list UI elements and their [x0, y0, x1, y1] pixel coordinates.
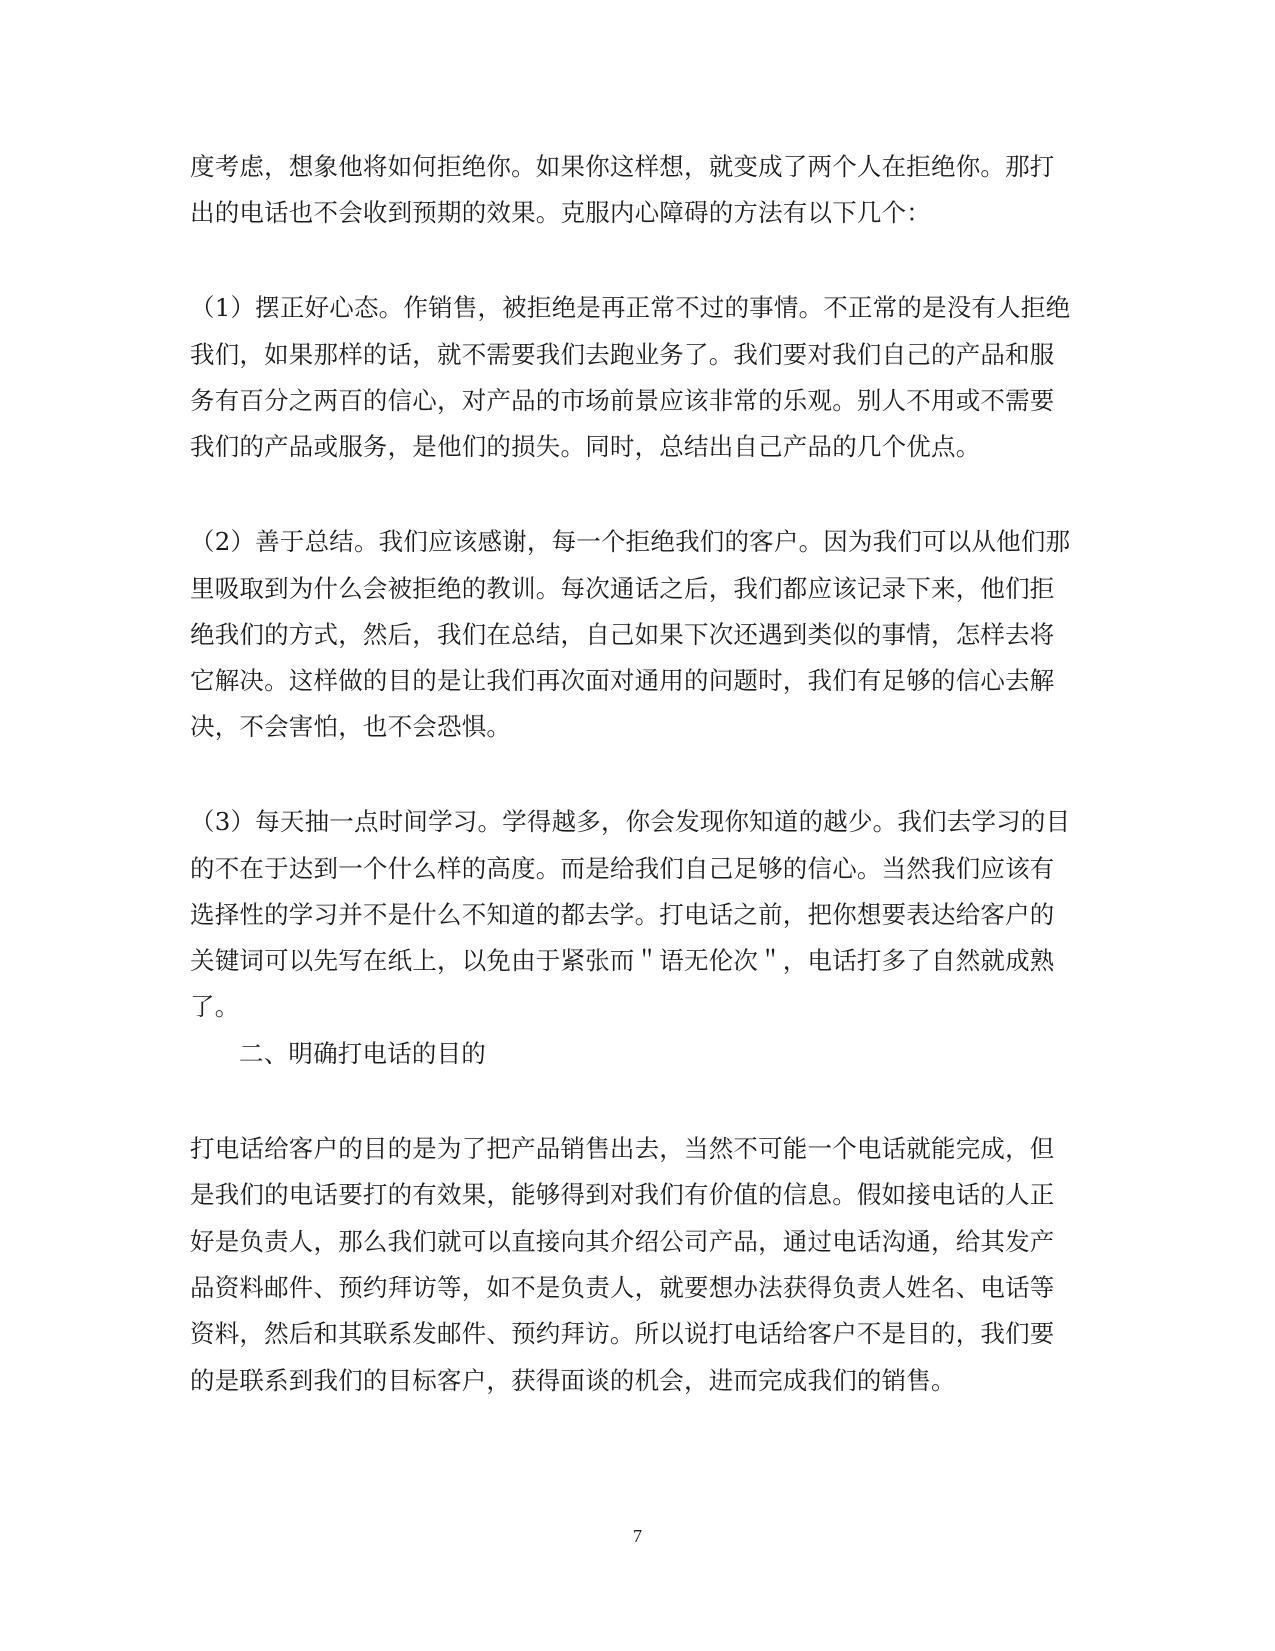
body-text-line: 选择性的学习并不是什么不知道的都去学。打电话之前，把你想要表达给客户的	[190, 900, 1055, 929]
body-text-line: 关键词可以先写在纸上，以免由于紧张而＂语无伦次＂，电话打多了自然就成熟	[190, 946, 1055, 975]
body-text-line: （2）善于总结。我们应该感谢，每一个拒绝我们的客户。因为我们可以从他们那	[190, 527, 1071, 556]
body-text-line: 绝我们的方式，然后，我们在总结，自己如果下次还遇到类似的事情，怎样去将	[190, 620, 1055, 649]
body-text-line: 我们的产品或服务，是他们的损失。同时，总结出自己产品的几个优点。	[190, 432, 981, 461]
body-text-line: 品资料邮件、预约拜访等，如不是负责人，就要想办法获得负责人姓名、电话等	[190, 1273, 1055, 1302]
body-text-line: 决，不会害怕，也不会恐惧。	[190, 712, 512, 741]
section-heading: 二、明确打电话的目的	[239, 1039, 486, 1068]
page-number: 7	[633, 1526, 642, 1546]
body-text-line: 了。	[190, 992, 240, 1021]
body-text-line: 资料，然后和其联系发邮件、预约拜访。所以说打电话给客户不是目的，我们要	[190, 1319, 1055, 1348]
body-text-line: 我们，如果那样的话，就不需要我们去跑业务了。我们要对我们自己的产品和服	[190, 340, 1055, 369]
body-text-line: 出的电话也不会收到预期的效果。克服内心障碍的方法有以下几个：	[190, 198, 931, 227]
body-text-line: 务有百分之两百的信心，对产品的市场前景应该非常的乐观。别人不用或不需要	[190, 386, 1055, 415]
body-text-line: 好是负责人，那么我们就可以直接向其介绍公司产品，通过电话沟通，给其发产	[190, 1227, 1055, 1256]
body-text-line: 的是联系到我们的目标客户，获得面谈的机会，进而完成我们的销售。	[190, 1366, 956, 1395]
body-text-line: 度考虑，想象他将如何拒绝你。如果你这样想，就变成了两个人在拒绝你。那打	[190, 152, 1055, 181]
body-text-line: 的不在于达到一个什么样的高度。而是给我们自己足够的信心。当然我们应该有	[190, 854, 1055, 883]
body-text-line: 打电话给客户的目的是为了把产品销售出去，当然不可能一个电话就能完成，但	[190, 1134, 1055, 1163]
body-text-line: （3）每天抽一点时间学习。学得越多，你会发现你知道的越少。我们去学习的目	[190, 807, 1071, 836]
body-text-line: （1）摆正好心态。作销售，被拒绝是再正常不过的事情。不正常的是没有人拒绝	[190, 293, 1071, 322]
body-text-line: 里吸取到为什么会被拒绝的教训。每次通话之后，我们都应该记录下来，他们拒	[190, 574, 1055, 603]
body-text-line: 它解决。这样做的目的是让我们再次面对通用的问题时，我们有足够的信心去解	[190, 666, 1055, 695]
body-text-line: 是我们的电话要打的有效果，能够得到对我们有价值的信息。假如接电话的人正	[190, 1180, 1055, 1209]
